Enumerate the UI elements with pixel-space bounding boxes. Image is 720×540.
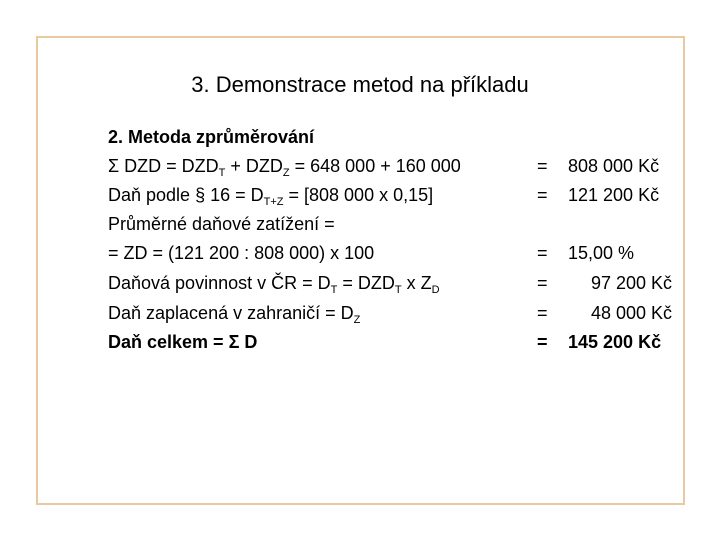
result-value: 808 000 Kč xyxy=(568,156,660,176)
avg-burden-label: Průměrné daňové zatížení = xyxy=(108,214,335,234)
sum-dzd-line xyxy=(108,155,461,177)
total-value: 145 200 Kč xyxy=(568,332,662,352)
text-part: Daň zaplacená v zahraničí = D xyxy=(108,303,354,323)
subscript: T xyxy=(330,284,338,296)
result-value: 48 000 Kč xyxy=(590,303,672,323)
cz-tax-line xyxy=(108,272,440,294)
total-tax-line: Daň celkem = Σ D xyxy=(108,332,258,352)
subscript: T xyxy=(394,284,402,296)
avg-burden-formula: = ZD = (121 200 : 808 000) x 100 xyxy=(108,243,375,263)
text-part: + DZD xyxy=(225,156,283,176)
subscript: D xyxy=(431,284,440,296)
subscript: T+Z xyxy=(263,196,284,208)
result-value: 97 200 Kč xyxy=(590,273,672,293)
slide-frame xyxy=(36,36,685,505)
equals-sign: = xyxy=(537,273,548,293)
foreign-tax-line xyxy=(108,302,360,324)
equals-sign: = xyxy=(537,332,548,352)
text-part: x Z xyxy=(401,273,432,293)
section-heading: 2. Metoda zprůměrování xyxy=(108,127,315,147)
tax-line xyxy=(108,184,433,206)
subscript: Z xyxy=(282,167,290,179)
equals-sign: = xyxy=(537,303,548,323)
text-part: Daň podle § 16 = D xyxy=(108,185,264,205)
text-part: Σ DZD = DZD xyxy=(108,156,219,176)
equals-sign: = xyxy=(537,243,548,263)
equals-sign: = xyxy=(537,185,548,205)
subscript: T xyxy=(218,167,226,179)
subscript: Z xyxy=(353,314,361,326)
result-value: 15,00 % xyxy=(568,243,635,263)
text-part: = DZD xyxy=(337,273,395,293)
result-value: 121 200 Kč xyxy=(568,185,660,205)
text-part: = 648 000 + 160 000 xyxy=(289,156,461,176)
text-part: Daňová povinnost v ČR = D xyxy=(108,273,331,293)
equals-sign: = xyxy=(537,156,548,176)
text-part: = [808 000 x 0,15] xyxy=(283,185,434,205)
slide-title: 3. Demonstrace metod na příkladu xyxy=(191,72,529,97)
